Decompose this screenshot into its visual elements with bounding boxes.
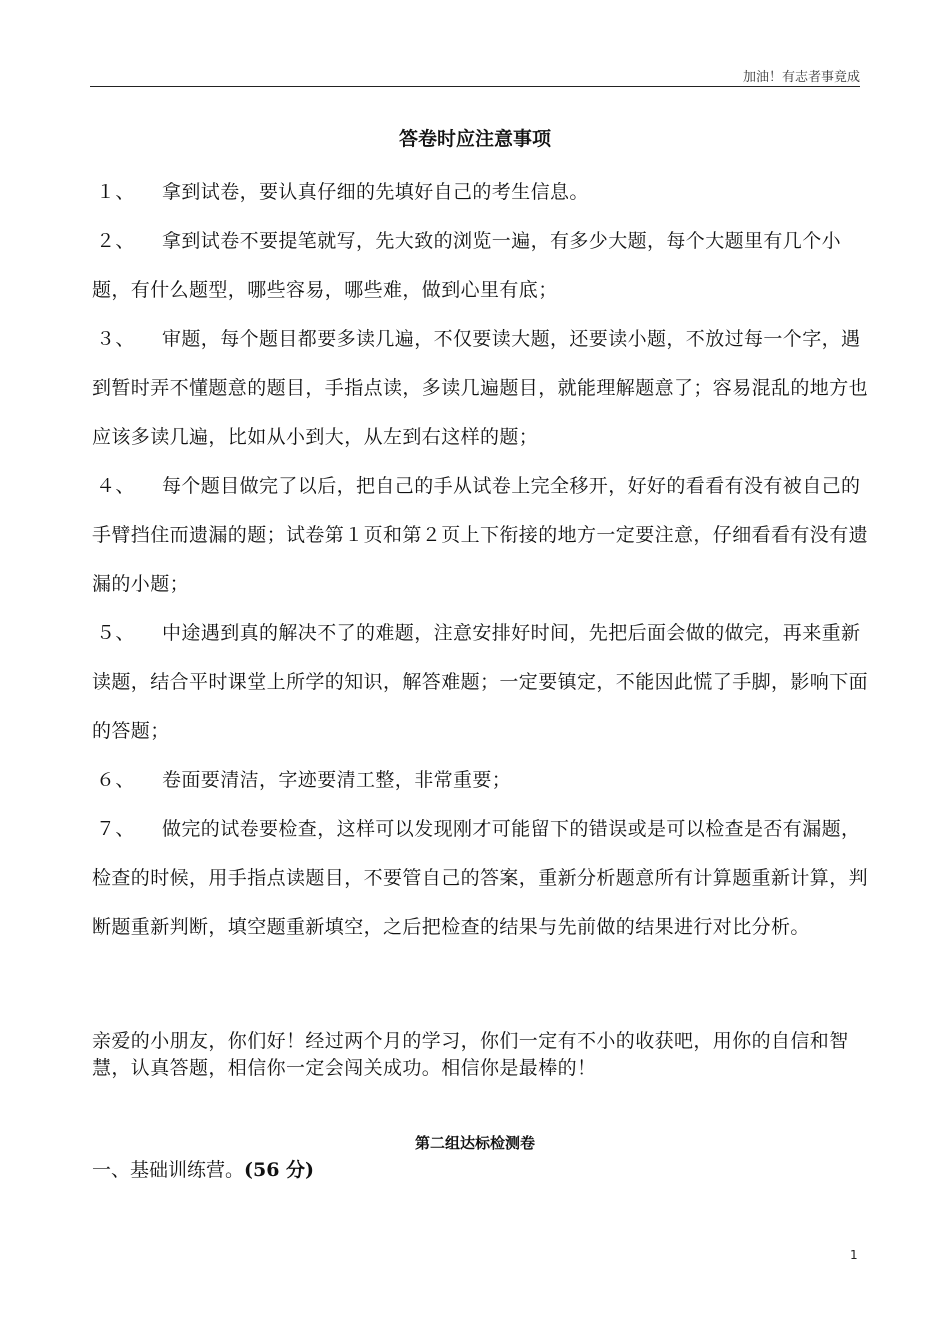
item-number: ２、	[96, 230, 135, 252]
item-text: 拿到试卷不要提笔就写，先大致的浏览一遍，有多少大题，每个大题里有几个小题，有什么题型，哪些容易，哪些难，做到心里有底；	[92, 230, 842, 301]
item-number: ７、	[96, 818, 135, 840]
item-text: 审题，每个题目都要多读几遍，不仅要读大题，还要读小题，不放过每一个字，遇到暂时弄不懂题意的题目，手指点读，多读几遍题目，就能理解题意了；容易混乱的地方也应该多读几遍，比如从小到大，从左到右这样的题；	[92, 328, 869, 448]
page-number: 1	[850, 1248, 858, 1262]
notice-list	[92, 168, 872, 952]
item-number: ３、	[96, 328, 135, 350]
notice-title: 答卷时应注意事项	[398, 128, 551, 150]
notice-item	[92, 315, 872, 462]
notice-item	[92, 756, 872, 805]
notice-item	[92, 805, 872, 952]
notice-item	[92, 217, 872, 315]
item-number: ４、	[96, 475, 135, 497]
item-text: 卷面要清洁，字迹要清工整，非常重要；	[162, 769, 512, 791]
notice-item	[92, 462, 872, 609]
section-label: 一、基础训练营。	[92, 1159, 245, 1181]
section-heading	[92, 1155, 314, 1182]
header-divider	[90, 86, 860, 87]
test-title: 第二组达标检测卷	[414, 1134, 535, 1152]
notice-item	[92, 168, 872, 217]
item-text: 中途遇到真的解决不了的难题，注意安排好时间，先把后面会做的做完，再来重新读题，结合平时课堂上所学的知识，解答难题；一定要镇定，不能因此慌了手脚，影响下面的答题；	[92, 622, 869, 742]
item-text: 每个题目做完了以后，把自己的手从试卷上完全移开，好好的看看有没有被自己的手臂挡住而遗漏的题；试卷第１页和第２页上下衔接的地方一定要注意，仔细看看有没有遗漏的小题；	[92, 475, 869, 595]
header-motto: 加油！有志者事竟成	[742, 70, 860, 85]
item-number: １、	[96, 181, 135, 203]
notice-item	[92, 609, 872, 756]
item-number: ６、	[96, 769, 135, 791]
item-text: 做完的试卷要检查，这样可以发现刚才可能留下的错误或是可以检查是否有漏题，检查的时候，用手指点读题目，不要管自己的答案，重新分析题意所有计算题重新计算，判断题重新判断，填空题重新填空，之后把检查的结果与先前做的结果进行对比分析。	[92, 818, 869, 938]
greeting-paragraph: 亲爱的小朋友，你们好！经过两个月的学习，你们一定有不小的收获吧，用你的自信和智慧，认真答题，相信你一定会闯关成功。相信你是最棒的！	[92, 1030, 849, 1079]
item-text: 拿到试卷，要认真仔细的先填好自己的考生信息。	[162, 181, 589, 203]
section-score: (56 分)	[244, 1159, 315, 1181]
item-number: ５、	[96, 622, 135, 644]
